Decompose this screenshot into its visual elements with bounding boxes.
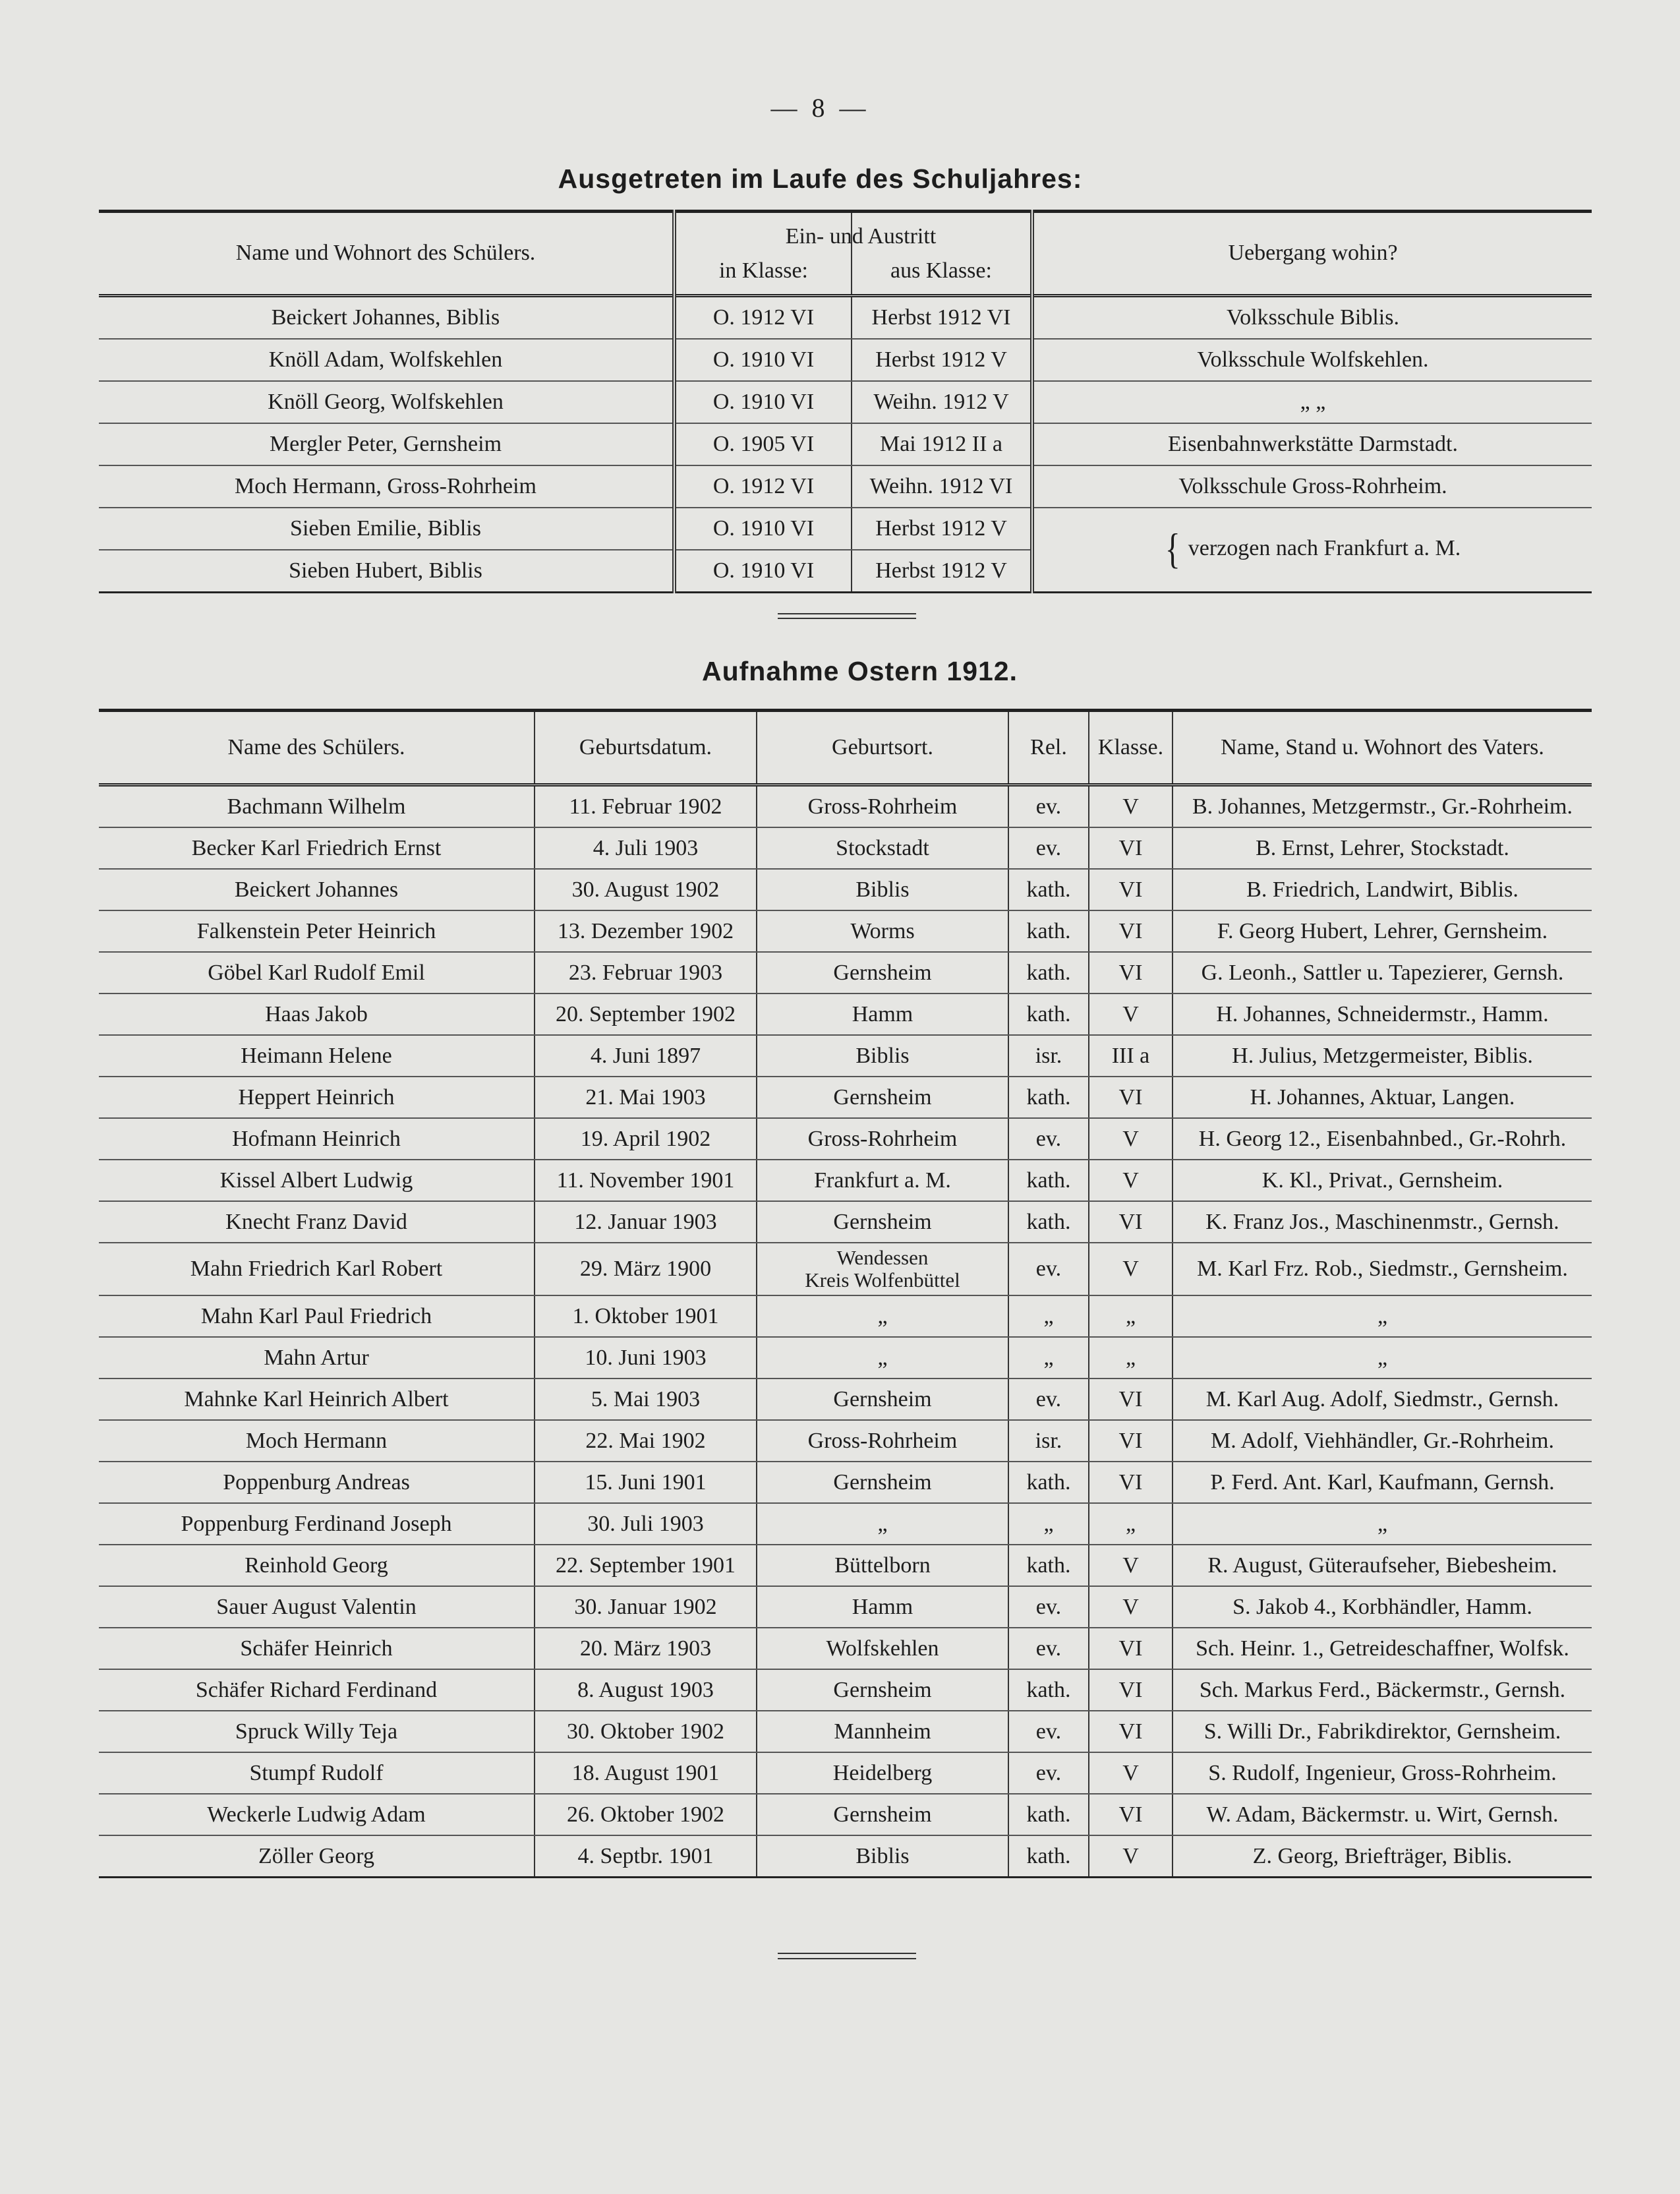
table-row — [99, 381, 1592, 423]
father-info-cell: H. Johannes, Aktuar, Langen. — [1173, 1077, 1592, 1118]
class-cell: VI — [1089, 1669, 1173, 1711]
father-info-cell: Sch. Markus Ferd., Bäckermstr., Gernsh. — [1173, 1669, 1592, 1711]
header-in-klasse-label: in Klasse: — [718, 258, 809, 283]
transfer-destination-cell: Eisenbahnwerkstätte Darmstadt. — [1032, 423, 1592, 465]
exit-class-cell: Weihn. 1912 V — [852, 381, 1032, 423]
divider — [778, 613, 916, 614]
birth-date-cell: 30. Januar 1902 — [535, 1586, 757, 1628]
student-name-cell: Becker Karl Friedrich Ernst — [99, 827, 535, 869]
father-info-cell: H. Julius, Metzgermeister, Biblis. — [1173, 1035, 1592, 1077]
student-name-cell: Mahn Artur — [99, 1337, 535, 1379]
birth-date-cell: 26. Oktober 1902 — [535, 1794, 757, 1835]
father-info-cell: M. Karl Aug. Adolf, Siedmstr., Gernsh. — [1173, 1379, 1592, 1420]
student-name-cell: Poppenburg Andreas — [99, 1462, 535, 1503]
table-row — [99, 1337, 1592, 1379]
birth-place-cell: „ — [757, 1295, 1008, 1337]
class-cell: V — [1089, 1586, 1173, 1628]
header-geburtsdatum: Geburtsdatum. — [535, 711, 757, 785]
birth-place-cell: Gernsheim — [757, 1201, 1008, 1243]
table-row — [99, 1586, 1592, 1628]
birth-place-cell: Stockstadt — [757, 827, 1008, 869]
religion-cell: kath. — [1008, 910, 1089, 952]
class-cell: V — [1089, 1835, 1173, 1878]
father-info-cell: M. Adolf, Viehhändler, Gr.-Rohrheim. — [1173, 1420, 1592, 1462]
birth-date-cell: 22. Mai 1902 — [535, 1420, 757, 1462]
birth-place-cell: Worms — [757, 910, 1008, 952]
birth-place-cell: Gross-Rohrheim — [757, 785, 1008, 828]
student-name-cell: Schäfer Richard Ferdinand — [99, 1669, 535, 1711]
father-info-cell: „ — [1173, 1337, 1592, 1379]
religion-cell: kath. — [1008, 1201, 1089, 1243]
birth-place-cell: „ — [757, 1503, 1008, 1545]
class-cell: VI — [1089, 827, 1173, 869]
father-info-cell: P. Ferd. Ant. Karl, Kaufmann, Gernsh. — [1173, 1462, 1592, 1503]
exit-class-cell: Herbst 1912 V — [852, 550, 1032, 593]
entry-class-cell: O. 1910 VI — [674, 550, 852, 593]
birth-date-cell: 12. Januar 1903 — [535, 1201, 757, 1243]
birth-place-cell: Gross-Rohrheim — [757, 1420, 1008, 1462]
class-cell: VI — [1089, 1628, 1173, 1669]
father-info-cell: S. Rudolf, Ingenieur, Gross-Rohrheim. — [1173, 1752, 1592, 1794]
birth-date-cell: 29. März 1900 — [535, 1243, 757, 1295]
religion-cell: kath. — [1008, 1545, 1089, 1586]
birth-date-cell: 4. Juni 1897 — [535, 1035, 757, 1077]
father-info-cell: F. Georg Hubert, Lehrer, Gernsheim. — [1173, 910, 1592, 952]
divider — [778, 618, 916, 619]
header-religion: Rel. — [1008, 711, 1089, 785]
class-cell: V — [1089, 1545, 1173, 1586]
table-header-row — [99, 711, 1592, 785]
student-name-cell: Hofmann Heinrich — [99, 1118, 535, 1160]
class-cell: V — [1089, 1243, 1173, 1295]
table-row — [99, 1628, 1592, 1669]
religion-cell: kath. — [1008, 1835, 1089, 1878]
student-name-cell: Heppert Heinrich — [99, 1077, 535, 1118]
entry-class-cell: O. 1912 VI — [674, 296, 852, 340]
table-row — [99, 1201, 1592, 1243]
birth-place-cell — [757, 1243, 1008, 1295]
father-info-cell: „ — [1173, 1503, 1592, 1545]
father-info-cell: B. Friedrich, Landwirt, Biblis. — [1173, 869, 1592, 910]
header-in-klasse — [674, 212, 937, 296]
birth-place-cell: Biblis — [757, 1035, 1008, 1077]
birth-place-cell: Biblis — [757, 869, 1008, 910]
religion-cell: ev. — [1008, 785, 1089, 828]
header-name-schueler: Name des Schülers. — [99, 711, 535, 785]
student-name-cell: Mergler Peter, Gernsheim — [99, 423, 674, 465]
class-cell: VI — [1089, 1462, 1173, 1503]
table-row — [99, 952, 1592, 993]
table-row — [99, 1503, 1592, 1545]
student-name-cell: Heimann Helene — [99, 1035, 535, 1077]
religion-cell: kath. — [1008, 1462, 1089, 1503]
entry-class-cell: O. 1910 VI — [674, 339, 852, 381]
student-name-cell: Knecht Franz David — [99, 1201, 535, 1243]
table-row — [99, 1711, 1592, 1752]
table-row — [99, 1462, 1592, 1503]
table-row — [99, 1379, 1592, 1420]
religion-cell: ev. — [1008, 1628, 1089, 1669]
class-cell: VI — [1089, 869, 1173, 910]
transfer-destination-cell: Volksschule Wolfskehlen. — [1032, 339, 1592, 381]
header-ein-austritt: Ein- und Austritt — [785, 223, 937, 249]
student-name-cell: Mahnke Karl Heinrich Albert — [99, 1379, 535, 1420]
header-vater: Name, Stand u. Wohnort des Vaters. — [1173, 711, 1592, 785]
birth-date-cell: 1. Oktober 1901 — [535, 1295, 757, 1337]
student-name-cell: Mahn Karl Paul Friedrich — [99, 1295, 535, 1337]
religion-cell: ev. — [1008, 1379, 1089, 1420]
class-cell: V — [1089, 1118, 1173, 1160]
father-info-cell: W. Adam, Bäckermstr. u. Wirt, Gernsh. — [1173, 1794, 1592, 1835]
birth-place-cell: „ — [757, 1337, 1008, 1379]
father-info-cell: H. Johannes, Schneidermstr., Hamm. — [1173, 993, 1592, 1035]
student-name-cell: Bachmann Wilhelm — [99, 785, 535, 828]
father-info-cell: S. Willi Dr., Fabrikdirektor, Gernsheim. — [1173, 1711, 1592, 1752]
entry-class-cell: O. 1912 VI — [674, 465, 852, 508]
exit-class-cell: Weihn. 1912 VI — [852, 465, 1032, 508]
student-name-cell: Reinhold Georg — [99, 1545, 535, 1586]
student-name-cell: Moch Hermann, Gross-Rohrheim — [99, 465, 674, 508]
religion-cell: „ — [1008, 1503, 1089, 1545]
birth-place-cell: Hamm — [757, 1586, 1008, 1628]
student-name-cell: Beickert Johannes, Biblis — [99, 296, 674, 340]
birth-date-cell: 18. August 1901 — [535, 1752, 757, 1794]
student-name-cell: Weckerle Ludwig Adam — [99, 1794, 535, 1835]
table-row — [99, 1160, 1592, 1201]
exit-class-cell: Herbst 1912 V — [852, 508, 1032, 550]
table-aufnahme — [99, 709, 1592, 1878]
class-cell: VI — [1089, 1794, 1173, 1835]
birth-place-cell: Gernsheim — [757, 1794, 1008, 1835]
father-info-cell: H. Georg 12., Eisenbahnbed., Gr.-Rohrh. — [1173, 1118, 1592, 1160]
religion-cell: ev. — [1008, 827, 1089, 869]
entry-class-cell: O. 1910 VI — [674, 381, 852, 423]
entry-class-cell: O. 1910 VI — [674, 508, 852, 550]
section-title-ausgetreten: Ausgetreten im Laufe des Schuljahres: — [558, 163, 1083, 194]
father-info-cell: „ — [1173, 1295, 1592, 1337]
birth-date-cell: 30. Juli 1903 — [535, 1503, 757, 1545]
student-name-cell: Stumpf Rudolf — [99, 1752, 535, 1794]
birth-place-cell: Gernsheim — [757, 1462, 1008, 1503]
religion-cell: ev. — [1008, 1118, 1089, 1160]
table-row — [99, 508, 1592, 550]
religion-cell: kath. — [1008, 1077, 1089, 1118]
table-row — [99, 869, 1592, 910]
class-cell: VI — [1089, 1711, 1173, 1752]
transfer-destination-cell: „ „ — [1032, 381, 1592, 423]
transfer-destination-cell: Volksschule Biblis. — [1032, 296, 1592, 340]
table-row — [99, 785, 1592, 828]
table-row — [99, 910, 1592, 952]
religion-cell: isr. — [1008, 1420, 1089, 1462]
birth-date-cell: 21. Mai 1903 — [535, 1077, 757, 1118]
header-aus-klasse-label: aus Klasse: — [890, 258, 992, 283]
father-info-cell: R. August, Güteraufseher, Biebesheim. — [1173, 1545, 1592, 1586]
birth-date-cell: 11. November 1901 — [535, 1160, 757, 1201]
table-header-row — [99, 212, 1592, 296]
birth-date-cell: 4. Juli 1903 — [535, 827, 757, 869]
father-info-cell: M. Karl Frz. Rob., Siedmstr., Gernsheim. — [1173, 1243, 1592, 1295]
religion-cell: kath. — [1008, 952, 1089, 993]
birth-place-cell: Frankfurt a. M. — [757, 1160, 1008, 1201]
table-row — [99, 993, 1592, 1035]
religion-cell: kath. — [1008, 1160, 1089, 1201]
father-info-cell: K. Kl., Privat., Gernsheim. — [1173, 1160, 1592, 1201]
religion-cell: isr. — [1008, 1035, 1089, 1077]
religion-cell: ev. — [1008, 1243, 1089, 1295]
header-geburtsort: Geburtsort. — [757, 711, 1008, 785]
religion-cell: ev. — [1008, 1711, 1089, 1752]
birth-place-line: Wendessen — [836, 1245, 929, 1269]
birth-date-cell: 19. April 1902 — [535, 1118, 757, 1160]
table-row — [99, 1545, 1592, 1586]
table-row — [99, 1118, 1592, 1160]
table-row — [99, 423, 1592, 465]
religion-cell: „ — [1008, 1295, 1089, 1337]
birth-date-cell: 11. Februar 1902 — [535, 785, 757, 828]
class-cell: V — [1089, 1752, 1173, 1794]
birth-date-cell: 20. September 1902 — [535, 993, 757, 1035]
religion-cell: kath. — [1008, 869, 1089, 910]
birth-date-cell: 15. Juni 1901 — [535, 1462, 757, 1503]
divider — [778, 1953, 916, 1954]
student-name-cell: Sieben Hubert, Biblis — [289, 558, 482, 583]
student-name-cell: Knöll Georg, Wolfskehlen — [99, 381, 674, 423]
class-cell: VI — [1089, 1379, 1173, 1420]
page-number: — 8 — — [770, 93, 870, 123]
student-name-cell: Haas Jakob — [99, 993, 535, 1035]
religion-cell: kath. — [1008, 993, 1089, 1035]
father-info-cell: G. Leonh., Sattler u. Tapezierer, Gernsh. — [1173, 952, 1592, 993]
table-row — [99, 827, 1592, 869]
student-name-cell: Mahn Friedrich Karl Robert — [99, 1243, 535, 1295]
table-row — [99, 1077, 1592, 1118]
class-cell: VI — [1089, 1077, 1173, 1118]
class-cell: V — [1089, 1160, 1173, 1201]
student-name-cell: Beickert Johannes — [99, 869, 535, 910]
student-name-cell: Falkenstein Peter Heinrich — [99, 910, 535, 952]
student-name-cell: Schäfer Heinrich — [99, 1628, 535, 1669]
table-row — [99, 296, 1592, 340]
class-cell: „ — [1089, 1503, 1173, 1545]
table-row — [99, 1835, 1592, 1878]
class-cell: VI — [1089, 952, 1173, 993]
class-cell: „ — [1089, 1337, 1173, 1379]
header-klasse: Klasse. — [1089, 711, 1173, 785]
table-row — [99, 1295, 1592, 1337]
student-name-cell: Zöller Georg — [99, 1835, 535, 1878]
birth-date-cell: 20. März 1903 — [535, 1628, 757, 1669]
birth-place-cell: Mannheim — [757, 1711, 1008, 1752]
religion-cell: ev. — [1008, 1752, 1089, 1794]
header-uebergang: Uebergang wohin? — [1032, 212, 1592, 296]
birth-date-cell: 8. August 1903 — [535, 1669, 757, 1711]
father-info-cell: B. Ernst, Lehrer, Stockstadt. — [1173, 827, 1592, 869]
birth-date-cell: 30. Oktober 1902 — [535, 1711, 757, 1752]
class-cell: III a — [1089, 1035, 1173, 1077]
student-name-cell: Kissel Albert Ludwig — [99, 1160, 535, 1201]
entry-class-cell: O. 1905 VI — [674, 423, 852, 465]
birth-place-cell: Gernsheim — [757, 952, 1008, 993]
table-row — [99, 1752, 1592, 1794]
table-row — [99, 339, 1592, 381]
birth-date-cell: 22. September 1901 — [535, 1545, 757, 1586]
birth-date-cell: 13. Dezember 1902 — [535, 910, 757, 952]
student-name-cell: Göbel Karl Rudolf Emil — [99, 952, 535, 993]
table-aufnahme-body — [99, 785, 1592, 1878]
shared-destination-text: verzogen nach Frankfurt a. M. — [1188, 535, 1461, 560]
birth-place-cell: Gernsheim — [757, 1379, 1008, 1420]
transfer-destination-cell — [1032, 508, 1592, 593]
religion-cell: kath. — [1008, 1669, 1089, 1711]
table-row — [99, 1035, 1592, 1077]
father-info-cell: Z. Georg, Briefträger, Biblis. — [1173, 1835, 1592, 1878]
birth-place-cell: Gross-Rohrheim — [757, 1118, 1008, 1160]
divider — [778, 1958, 916, 1959]
table-row — [99, 465, 1592, 508]
exit-class-cell: Mai 1912 II a — [852, 423, 1032, 465]
birth-place-cell: Gernsheim — [757, 1077, 1008, 1118]
table-row — [99, 1794, 1592, 1835]
birth-place-line: Kreis Wolfenbüttel — [805, 1268, 960, 1291]
birth-place-cell: Hamm — [757, 993, 1008, 1035]
birth-date-cell: 23. Februar 1903 — [535, 952, 757, 993]
table-row — [99, 1669, 1592, 1711]
father-info-cell: Sch. Heinr. 1., Getreideschaffner, Wolfsk. — [1173, 1628, 1592, 1669]
class-cell: V — [1089, 993, 1173, 1035]
father-info-cell: B. Johannes, Metzgermstr., Gr.-Rohrheim. — [1173, 785, 1592, 828]
brace-icon: { — [1165, 525, 1180, 573]
class-cell: V — [1089, 785, 1173, 828]
header-name-wohnort: Name und Wohnort des Schülers. — [99, 212, 674, 296]
exit-class-cell: Herbst 1912 V — [852, 339, 1032, 381]
birth-place-cell: Büttelborn — [757, 1545, 1008, 1586]
table-row — [99, 1420, 1592, 1462]
birth-date-cell: 4. Septbr. 1901 — [535, 1835, 757, 1878]
student-name-cell: Knöll Adam, Wolfskehlen — [99, 339, 674, 381]
religion-cell: ev. — [1008, 1586, 1089, 1628]
table-ausgetreten — [99, 210, 1592, 593]
student-name-cell: Sauer August Valentin — [99, 1586, 535, 1628]
birth-place-cell: Biblis — [757, 1835, 1008, 1878]
class-cell: VI — [1089, 910, 1173, 952]
birth-place-cell: Wolfskehlen — [757, 1628, 1008, 1669]
transfer-destination-cell: Volksschule Gross-Rohrheim. — [1032, 465, 1592, 508]
father-info-cell: S. Jakob 4., Korbhändler, Hamm. — [1173, 1586, 1592, 1628]
class-cell: VI — [1089, 1420, 1173, 1462]
religion-cell: „ — [1008, 1337, 1089, 1379]
student-name-cell: Sieben Emilie, Biblis — [99, 508, 674, 550]
class-cell: VI — [1089, 1201, 1173, 1243]
student-name-cell: Moch Hermann — [99, 1420, 535, 1462]
class-cell: „ — [1089, 1295, 1173, 1337]
birth-date-cell: 30. August 1902 — [535, 869, 757, 910]
religion-cell: kath. — [1008, 1794, 1089, 1835]
birth-place-cell: Heidelberg — [757, 1752, 1008, 1794]
section-title-aufnahme: Aufnahme Ostern 1912. — [702, 656, 1018, 686]
birth-date-cell: 5. Mai 1903 — [535, 1379, 757, 1420]
father-info-cell: K. Franz Jos., Maschinenmstr., Gernsh. — [1173, 1201, 1592, 1243]
student-name-cell: Poppenburg Ferdinand Joseph — [99, 1503, 535, 1545]
birth-place-cell: Gernsheim — [757, 1669, 1008, 1711]
birth-date-cell: 10. Juni 1903 — [535, 1337, 757, 1379]
student-name-cell: Spruck Willy Teja — [99, 1711, 535, 1752]
exit-class-cell: Herbst 1912 VI — [852, 296, 1032, 340]
table-ausgetreten-body — [99, 296, 1592, 593]
table-row — [99, 1243, 1592, 1295]
